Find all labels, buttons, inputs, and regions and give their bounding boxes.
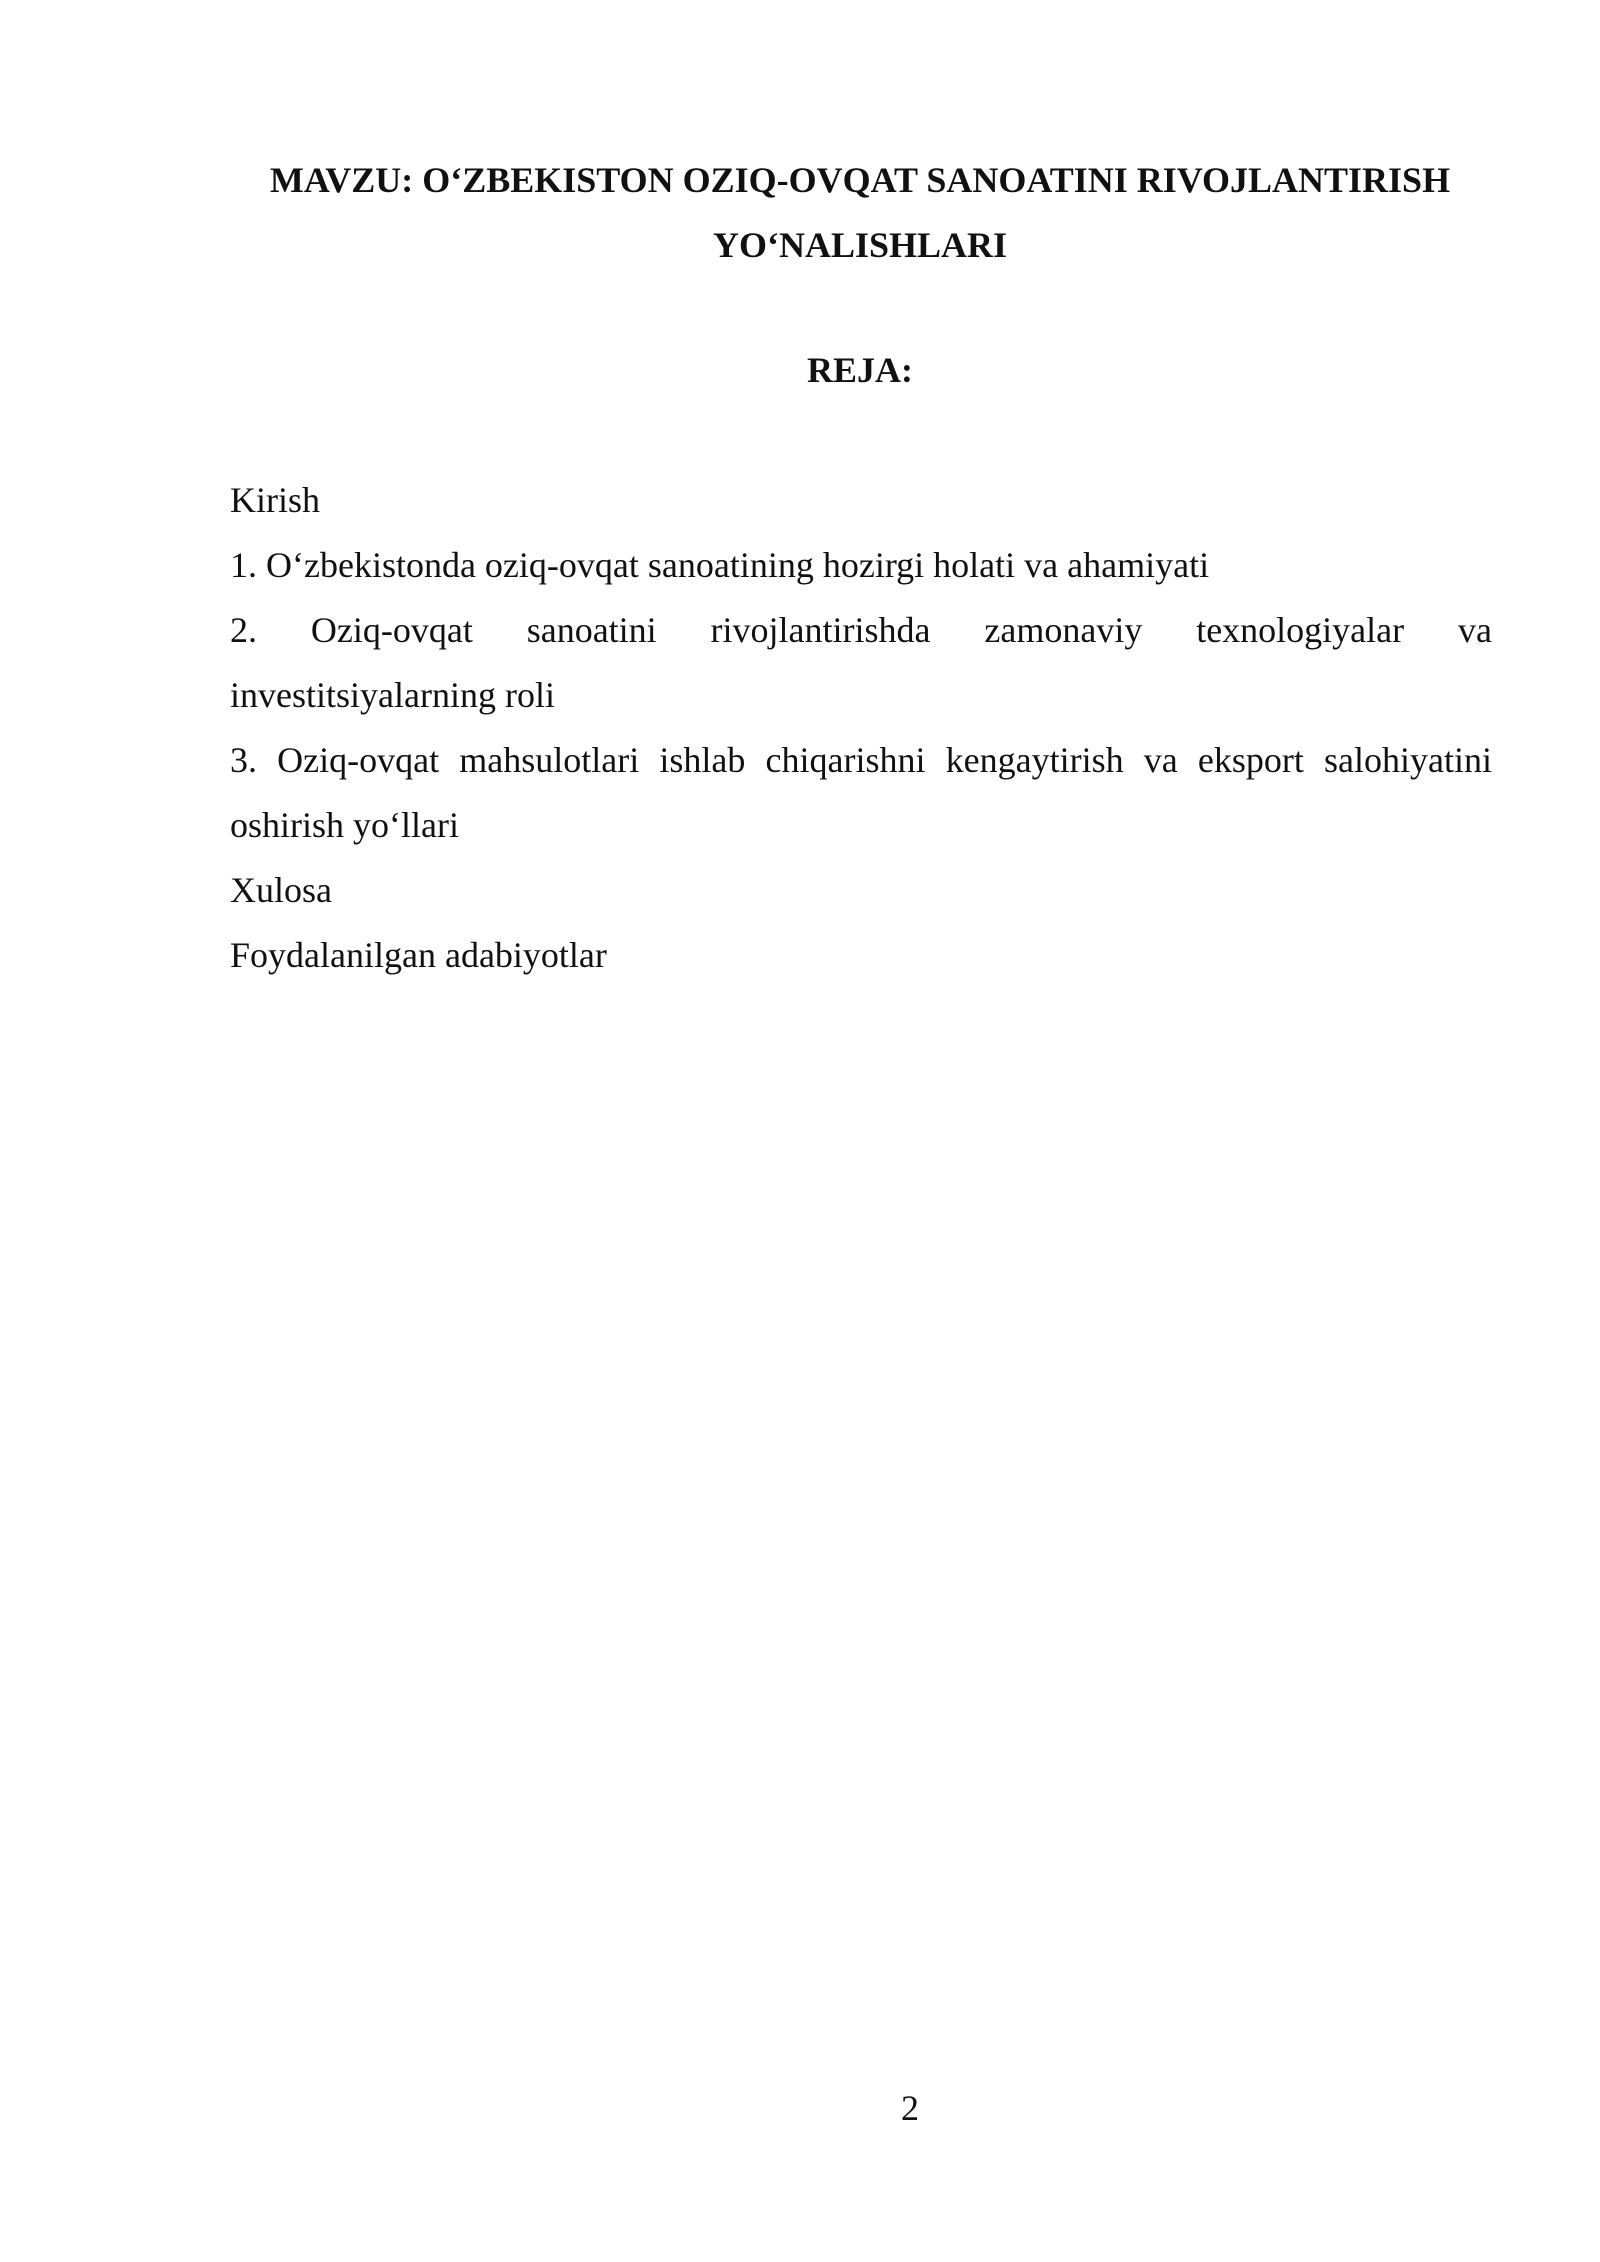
plan-item-conclusion: Xulosa bbox=[230, 870, 332, 910]
plan-heading: REJA: bbox=[807, 350, 913, 390]
plan-list bbox=[230, 468, 1492, 988]
plan-item-3: 3. Oziq-ovqat mahsulotlari ishlab chiqarishni kengaytirish va eksport salohiyatini oshirish yo‘llari bbox=[230, 740, 1492, 845]
page-title: MAVZU: O‘ZBEKISTON OZIQ-OVQAT SANOATINI RIVOJLANTIRISH YO‘NALISHLARI bbox=[269, 160, 1451, 265]
plan-item-introduction: Kirish bbox=[230, 480, 320, 520]
page-number: 2 bbox=[901, 2088, 919, 2128]
plan-item-references: Foydalanilgan adabiyotlar bbox=[230, 935, 607, 975]
plan-item-1: 1. O‘zbekistonda oziq-ovqat sanoatining hozirgi holati va ahamiyati bbox=[230, 545, 1210, 585]
plan-item-2: 2. Oziq-ovqat sanoatini rivojlantirishda zamonaviy texnologiyalar va investitsiyalarning roli bbox=[230, 610, 1492, 715]
